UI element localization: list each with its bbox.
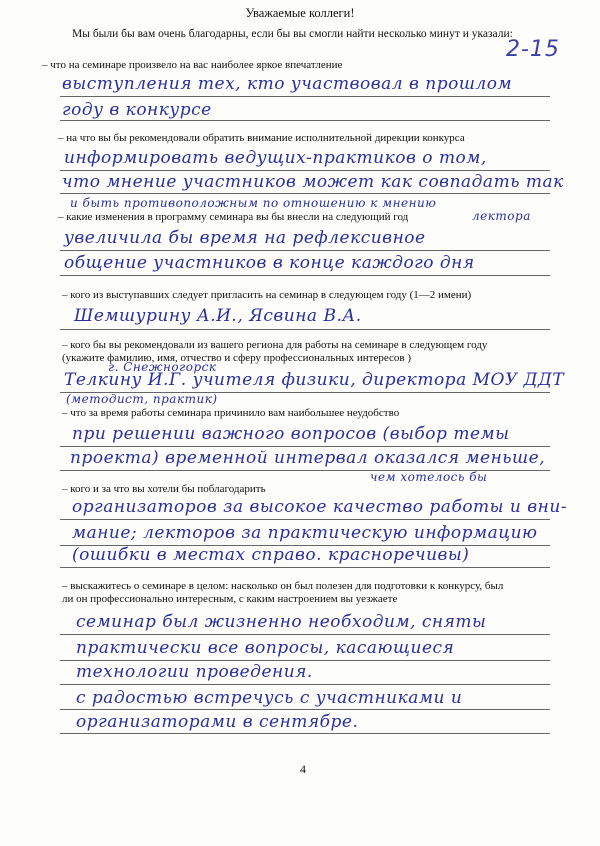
answer-rule bbox=[60, 193, 550, 194]
answer-2-line-3: и быть противоположным по отношению к мнению bbox=[70, 196, 437, 210]
answer-1-line-2: году в конкурсе bbox=[62, 100, 212, 120]
answer-rule bbox=[60, 329, 550, 330]
answer-2-line-4: лектора bbox=[472, 209, 531, 223]
question-8-prompt: – выскажитесь о семинаре в целом: насколько он был полезен для подготовки к конкурсу, был bbox=[62, 580, 504, 592]
answer-7-line-1: организаторов за высокое качество работы и вни- bbox=[72, 497, 568, 517]
question-1-prompt: – что на семинаре произвело на вас наиболее яркое впечатление bbox=[42, 59, 343, 71]
answer-6-line-1: при решении важного вопросов (выбор темы bbox=[72, 424, 510, 444]
question-6-prompt: – что за время работы семинара причинило вам наибольшее неудобство bbox=[62, 407, 400, 419]
answer-1-line-1: выступления тех, кто участвовал в прошлом bbox=[62, 74, 513, 94]
answer-8-line-3: технологии проведения. bbox=[76, 662, 313, 682]
answer-rule bbox=[60, 709, 550, 710]
answer-5-line-2: Телкину И.Г. учителя физики, директора МОУ ДДТ bbox=[64, 370, 565, 390]
answer-6-line-2: проекта) временной интервал оказался меньше, bbox=[70, 448, 546, 468]
question-2-prompt: – на что вы бы рекомендовали обратить внимание исполнительной дирекции конкурса bbox=[58, 132, 465, 144]
question-3-prompt: – какие изменения в программу семинара вы бы внесли на следующий год bbox=[58, 211, 409, 223]
answer-6-line-3: чем хотелось бы bbox=[370, 470, 488, 484]
answer-rule bbox=[60, 170, 550, 171]
answer-8-line-5: организаторами в сентябре. bbox=[76, 712, 359, 732]
answer-rule bbox=[60, 567, 550, 568]
answer-7-line-3: (ошибки в местах справо. красноречивы) bbox=[72, 545, 470, 565]
answer-rule bbox=[60, 684, 550, 685]
handwritten-code: 2-15 bbox=[506, 37, 560, 62]
page-number: 4 bbox=[300, 762, 306, 776]
answer-rule bbox=[60, 634, 550, 635]
answer-rule bbox=[60, 275, 550, 276]
answer-8-line-1: семинар был жизненно необходим, сняты bbox=[76, 612, 487, 632]
question-7-prompt: – кого и за что вы хотели бы поблагодарить bbox=[62, 483, 266, 495]
answer-4-line-1: Шемшурину А.И., Ясвина В.А. bbox=[74, 306, 362, 326]
answer-2-line-2: что мнение участников может как совпадать так bbox=[62, 172, 564, 192]
answer-rule bbox=[60, 446, 550, 447]
answer-8-line-2: практически все вопросы, касающиеся bbox=[76, 638, 455, 658]
answer-2-line-1: информировать ведущих-практиков о том, bbox=[64, 148, 487, 168]
intro-text: Мы были бы вам очень благодарны, если бы вы смогли найти несколько минут и указали: bbox=[72, 28, 513, 40]
answer-7-line-2: мание; лекторов за практическую информацию bbox=[72, 523, 538, 543]
question-4-prompt: – кого из выступавших следует пригласить на семинар в следующем году (1—2 имени) bbox=[62, 289, 472, 301]
page-title: Уважаемые коллеги! bbox=[245, 6, 355, 20]
answer-5-line-3: (методист, практик) bbox=[66, 392, 218, 406]
answer-8-line-4: с радостью встречусь с участниками и bbox=[76, 688, 463, 708]
answer-3-line-1: увеличила бы время на рефлексивное bbox=[64, 228, 426, 248]
question-8-prompt-continued: ли он профессионально интересным, с каким настроением вы уезжаете bbox=[62, 593, 398, 605]
answer-rule bbox=[60, 519, 550, 520]
answer-rule bbox=[60, 120, 550, 121]
answer-rule bbox=[60, 96, 550, 97]
answer-rule bbox=[60, 660, 550, 661]
answer-5-line-1: г. Снежногорск bbox=[108, 360, 217, 374]
question-5-prompt-continued: (укажите фамилию, имя, отчество и сферу профессиональных интересов ) bbox=[62, 352, 412, 364]
answer-rule bbox=[60, 250, 550, 251]
answer-rule bbox=[60, 733, 550, 734]
question-5-prompt: – кого бы вы рекомендовали из вашего региона для работы на семинаре в следующем году bbox=[62, 339, 488, 351]
answer-3-line-2: общение участников в конце каждого дня bbox=[64, 253, 475, 273]
